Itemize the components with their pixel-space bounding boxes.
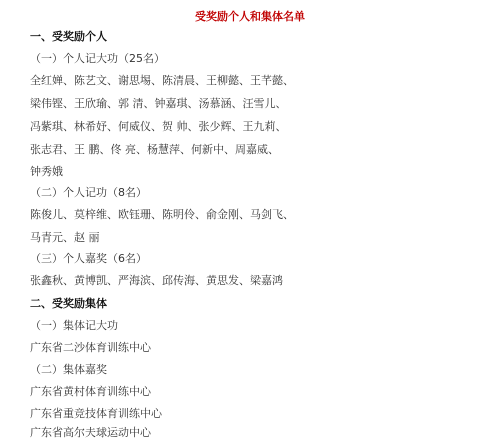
name-row: 全红婵、陈艺文、谢思埸、陈清晨、王柳懿、王芊懿、 (30, 74, 294, 87)
subheading-collective-major-merit: （一）集体记大功 (30, 319, 118, 332)
name-row: 张鑫秋、黄博凯、严海滨、邱传海、黄思发、梁嘉鸿 (30, 274, 283, 287)
subheading-individual-merit: （二）个人记功（8名） (30, 186, 147, 199)
document-title: 受奖励个人和集体名单 (195, 10, 305, 23)
organization-row: 广东省重竞技体育训练中心 (30, 407, 162, 420)
name-row: 陈俊儿、莫梓维、欧钰珊、陈明伶、俞金刚、马剑飞、 (30, 208, 294, 221)
subheading-individual-major-merit: （一）个人记大功（25名） (30, 52, 165, 65)
organization-row: 广东省高尔夫球运动中心 (30, 426, 151, 439)
organization-row: 广东省二沙体育训练中心 (30, 341, 151, 354)
name-row: 钟秀娥 (30, 165, 63, 178)
name-row: 张志君、王 鹏、佟 亮、杨慧萍、何新中、周嘉威、 (30, 143, 279, 156)
organization-row: 广东省黄村体育训练中心 (30, 385, 151, 398)
section-heading-collectives: 二、受奖励集体 (30, 297, 107, 310)
name-row: 马青元、赵 丽 (30, 231, 100, 244)
subheading-individual-commendation: （三）个人嘉奖（6名） (30, 252, 147, 265)
name-row: 冯紫琪、林希妤、何威仪、贺 帅、张少辉、王九莉、 (30, 120, 287, 133)
name-row: 梁伟铿、王欣瑜、郭 清、钟嘉琪、汤慕涵、汪雪儿、 (30, 97, 287, 110)
subheading-collective-commendation: （二）集体嘉奖 (30, 363, 107, 376)
section-heading-individuals: 一、受奖励个人 (30, 30, 107, 43)
